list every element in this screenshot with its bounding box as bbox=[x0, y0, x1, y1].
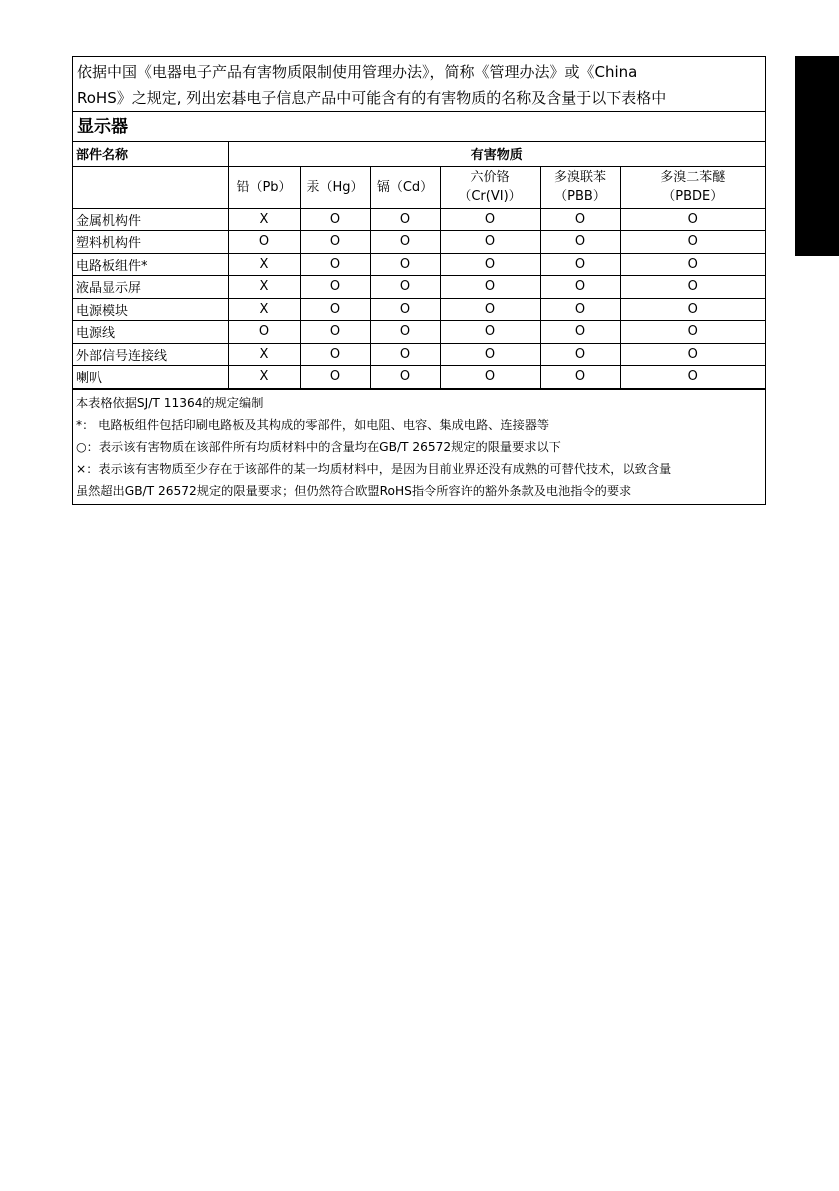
substance-mark-cell: O bbox=[370, 298, 440, 321]
substance-mark-cell: O bbox=[300, 321, 370, 344]
substance-mark-cell: O bbox=[540, 231, 620, 254]
substance-header-lead bbox=[228, 166, 300, 208]
table-row bbox=[73, 321, 765, 344]
substance-mark-cell: O bbox=[300, 298, 370, 321]
substance-mark-cell: O bbox=[300, 208, 370, 231]
substance-mark-cell: O bbox=[620, 231, 765, 254]
substance-mark-cell: O bbox=[540, 321, 620, 344]
substance-mark-cell: O bbox=[620, 321, 765, 344]
substance-mark-cell: O bbox=[540, 276, 620, 299]
substance-mark-cell: O bbox=[620, 366, 765, 389]
note-asterisk: *： 电路板组件包括印刷电路板及其构成的零部件，如电阻、电容、集成电路、连接器等 bbox=[76, 417, 550, 432]
substance-header-pbde bbox=[620, 166, 765, 208]
substance-mark-cell: O bbox=[300, 253, 370, 276]
substance-mark-cell: O bbox=[540, 343, 620, 366]
table-row bbox=[73, 343, 765, 366]
part-name-cell: 塑料机构件 bbox=[73, 231, 228, 254]
substance-header-row bbox=[73, 166, 765, 208]
substance-mark-cell: O bbox=[620, 343, 765, 366]
substance-name: 多溴二苯醚 bbox=[660, 170, 726, 185]
substance-mark-cell: O bbox=[300, 366, 370, 389]
rohs-disclosure-table bbox=[72, 56, 766, 505]
part-name-header: 部件名称 bbox=[73, 142, 228, 166]
side-tab-marker bbox=[795, 56, 839, 256]
substance-mark-cell: X bbox=[228, 208, 300, 231]
table-row bbox=[73, 298, 765, 321]
part-name-cell: 电路板组件* bbox=[73, 253, 228, 276]
substance-mark-cell: O bbox=[228, 321, 300, 344]
table-row bbox=[73, 366, 765, 389]
part-name-cell: 喇叭 bbox=[73, 366, 228, 389]
substance-table bbox=[73, 142, 765, 389]
substance-mark-cell: O bbox=[370, 276, 440, 299]
substance-mark-cell: O bbox=[540, 208, 620, 231]
substance-mark-cell: X bbox=[228, 276, 300, 299]
substance-name: 多溴联苯 bbox=[553, 170, 606, 185]
substance-mark-cell: O bbox=[440, 343, 540, 366]
substance-mark-cell: O bbox=[620, 208, 765, 231]
substance-name: 镉（Cd） bbox=[376, 179, 434, 195]
substance-mark-cell: X bbox=[228, 298, 300, 321]
substance-mark-cell: O bbox=[440, 276, 540, 299]
note-cross-1: ×：表示该有害物质至少存在于该部件的某一均质材料中，是因为目前业界还没有成熟的可替代技术，以致含量 bbox=[76, 461, 672, 476]
substance-name: 六价铬 bbox=[470, 170, 510, 185]
substance-mark-cell: X bbox=[228, 366, 300, 389]
substance-mark-cell: O bbox=[370, 231, 440, 254]
part-name-cell: 金属机构件 bbox=[73, 208, 228, 231]
empty-header-cell bbox=[73, 166, 228, 208]
substance-mark-cell: O bbox=[440, 231, 540, 254]
substance-mark-cell: O bbox=[440, 321, 540, 344]
substance-mark-cell: O bbox=[370, 321, 440, 344]
part-name-cell: 电源模块 bbox=[73, 298, 228, 321]
substance-header-pbb bbox=[540, 166, 620, 208]
part-name-cell: 外部信号连接线 bbox=[73, 343, 228, 366]
table-row bbox=[73, 208, 765, 231]
substance-mark-cell: O bbox=[540, 366, 620, 389]
substance-name: 汞（Hg） bbox=[306, 179, 364, 195]
substance-mark-cell: O bbox=[440, 253, 540, 276]
substance-header-mercury bbox=[300, 166, 370, 208]
note-cross-2: 虽然超出GB/T 26572规定的限量要求；但仍然符合欧盟RoHS指令所容许的豁外条款及电池指令的要求 bbox=[76, 483, 632, 498]
substance-symbol: （Cr(VI)） bbox=[458, 189, 522, 204]
substance-mark-cell: O bbox=[540, 253, 620, 276]
section-title: 显示器 bbox=[73, 112, 765, 142]
substance-mark-cell: O bbox=[370, 343, 440, 366]
part-name-cell: 电源线 bbox=[73, 321, 228, 344]
substance-mark-cell: O bbox=[620, 253, 765, 276]
substance-symbol: （PBB） bbox=[554, 189, 606, 204]
substance-name: 铅（Pb） bbox=[236, 179, 292, 195]
intro-line-2: RoHS》之规定, 列出宏碁电子信息产品中可能含有的有害物质的名称及含量于以下表格中 bbox=[77, 89, 667, 107]
table-row bbox=[73, 276, 765, 299]
substance-mark-cell: O bbox=[440, 366, 540, 389]
substance-mark-cell: X bbox=[228, 343, 300, 366]
substance-mark-cell: X bbox=[228, 253, 300, 276]
substance-mark-cell: O bbox=[620, 276, 765, 299]
substance-mark-cell: O bbox=[370, 253, 440, 276]
hazardous-substance-header: 有害物质 bbox=[228, 142, 765, 166]
substance-mark-cell: O bbox=[300, 231, 370, 254]
intro-line-1: 依据中国《电器电子产品有害物质限制使用管理办法》，简称《管理办法》或《China bbox=[77, 63, 638, 81]
table-row bbox=[73, 253, 765, 276]
substance-mark-cell: O bbox=[370, 366, 440, 389]
substance-symbol: （PBDE） bbox=[662, 189, 724, 204]
substance-mark-cell: O bbox=[620, 298, 765, 321]
substance-mark-cell: O bbox=[300, 276, 370, 299]
substance-mark-cell: O bbox=[440, 208, 540, 231]
substance-mark-cell: O bbox=[370, 208, 440, 231]
table-row bbox=[73, 231, 765, 254]
substance-mark-cell: O bbox=[440, 298, 540, 321]
substance-header-cadmium bbox=[370, 166, 440, 208]
substance-mark-cell: O bbox=[540, 298, 620, 321]
notes bbox=[73, 389, 765, 504]
note-standard: 本表格依据SJ/T 11364的规定编制 bbox=[76, 395, 264, 410]
substance-header-chromium bbox=[440, 166, 540, 208]
note-circle: ○：表示该有害物质在该部件所有均质材料中的含量均在GB/T 26572规定的限量要求以下 bbox=[76, 439, 561, 454]
substance-mark-cell: O bbox=[228, 231, 300, 254]
substance-mark-cell: O bbox=[300, 343, 370, 366]
intro-text bbox=[73, 57, 765, 112]
part-name-cell: 液晶显示屏 bbox=[73, 276, 228, 299]
